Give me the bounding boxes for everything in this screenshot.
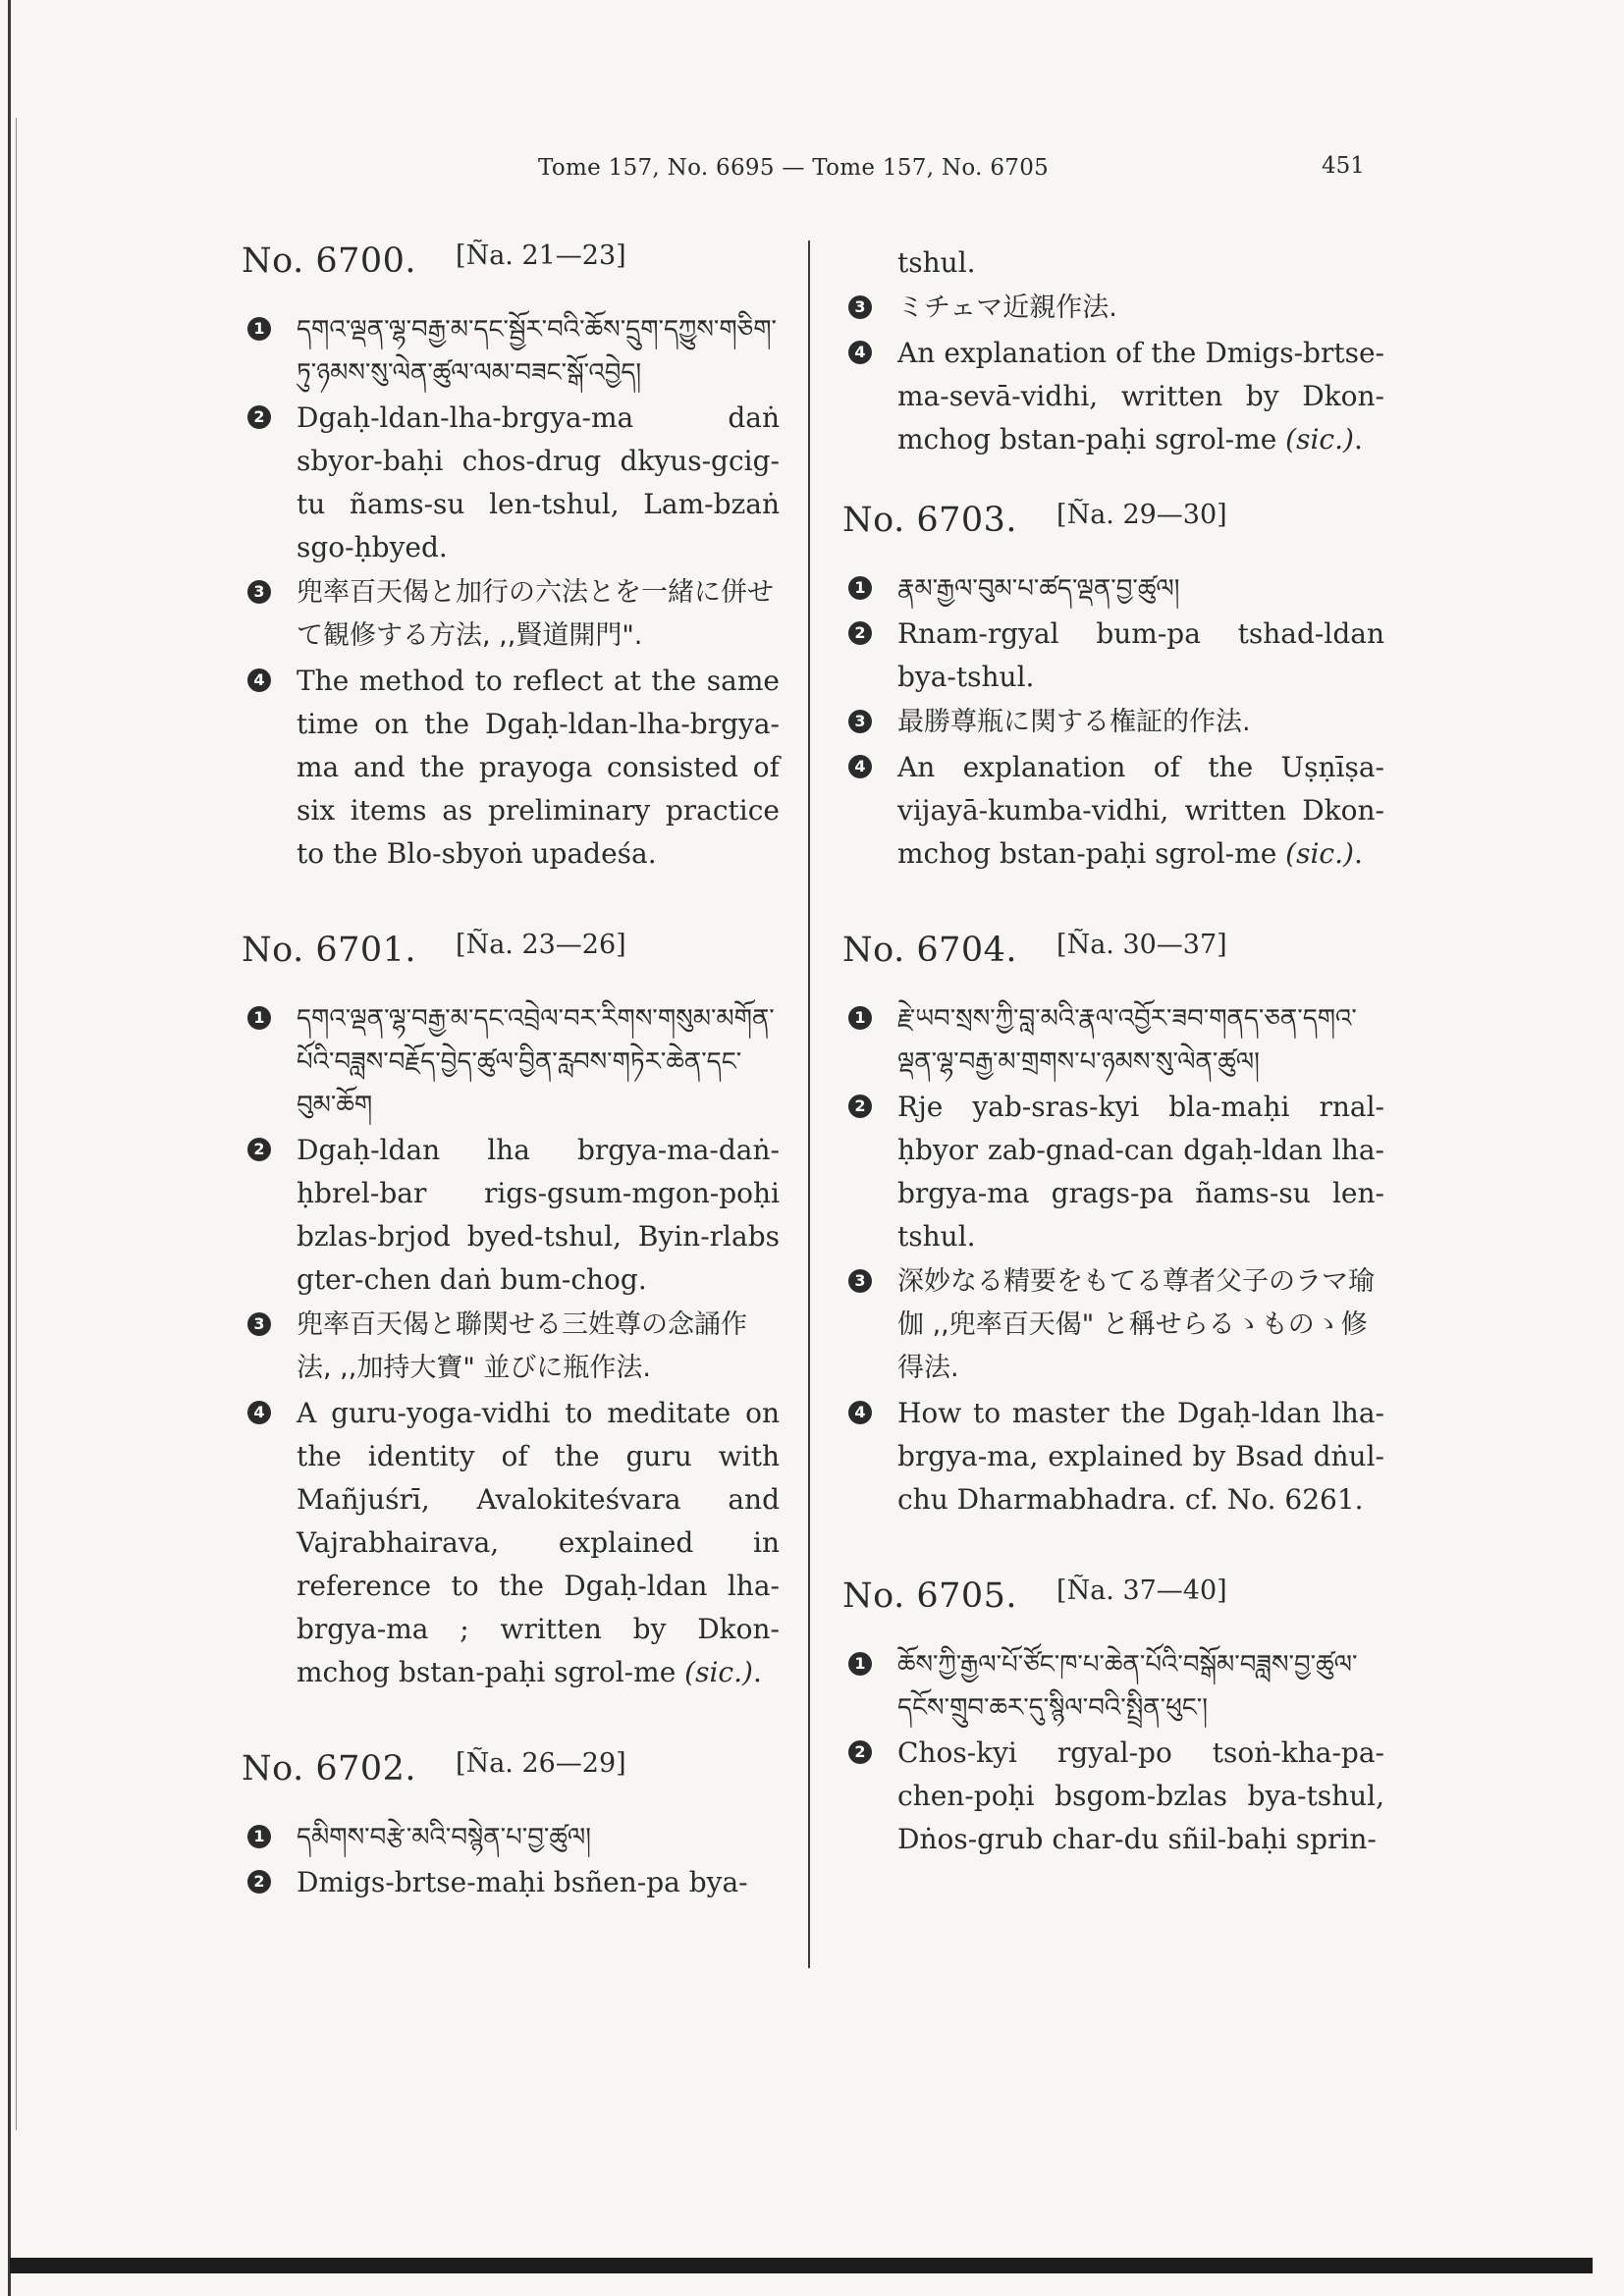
english-text: An explanation of the Uṣṇīṣa-vijayā-kumba-vidhi, written Dkon-mchog bstan-paḥi sgrol-me (897, 751, 1384, 870)
english-description (897, 332, 1384, 461)
entry-heading (842, 1576, 1384, 1616)
item-japanese (242, 1304, 780, 1390)
english-description: How to master the Dgaḥ-ldan lha-brgya-ma, explained by Bsad dṅul-chu Dharmabhadra. cf. No. 6261. (897, 1397, 1384, 1516)
running-head: Tome 157, No. 6695 — Tome 157, No. 6705 (538, 155, 1050, 181)
sic-note: (sic.) (1285, 837, 1354, 870)
column-divider (808, 240, 810, 1968)
entry-6702-continued (842, 241, 1384, 461)
circled-2-marker: 2 (848, 621, 872, 645)
item-romanized (842, 613, 1384, 699)
circled-2-marker: 2 (848, 1740, 872, 1764)
left-margin-rule-thin (16, 118, 17, 2130)
tibetan-title: ཆོས་ཀྱི་རྒྱལ་པོ་ཙོང་ཁ་པ་ཆེན་པོའི་བསྒོམ་བཟླས་བྱ་ཚུལ་དངོས་གྲུབ་ཆར་དུ་སྙིལ་བའི་སྤྲིན་ཕུང་། (897, 1650, 1358, 1723)
circled-4-marker: 4 (247, 1401, 271, 1424)
romanized-title: Dgaḥ-ldan-lha-brgya-ma daṅ sbyor-baḥi chos-drug dkyus-gcig-tu ñams-su len-tshul, Lam-bzaṅ sgo-ḥbyed. (297, 401, 780, 563)
left-column (242, 241, 780, 1959)
item-japanese (242, 571, 780, 658)
entry-6701 (242, 931, 780, 1694)
english-end: . (1353, 423, 1363, 455)
circled-4-marker: 4 (848, 755, 872, 778)
circled-2-marker: 2 (247, 1138, 271, 1161)
entry-range: [Ña. 30—37] (1056, 930, 1227, 960)
entry-number: No. 6704. (842, 931, 1018, 970)
english-end: . (1353, 837, 1363, 870)
sic-note: (sic.) (684, 1656, 753, 1688)
item-english (242, 1392, 780, 1694)
entry-range: [Ña. 23—26] (456, 930, 626, 960)
english-description (897, 746, 1384, 876)
circled-4-marker: 4 (247, 668, 271, 692)
tibetan-title: དགའ་ལྡན་ལྷ་བརྒྱ་མ་དང་འབྲེལ་བར་རིགས་གསུམ་མགོན་པོའི་བཟླས་བརྗོད་བྱེད་ཚུལ་བྱིན་རླབས་གཏེར་ཆེན་དང་བུམ་ཆོག (297, 1004, 775, 1120)
circled-4-marker: 4 (848, 341, 872, 364)
item-english (842, 746, 1384, 876)
item-english (242, 660, 780, 876)
entry-heading (242, 931, 780, 970)
japanese-title: 兜率百天偈と聯関せる三姓尊の念誦作法, ,,加持大寶" 並びに瓶作法. (297, 1309, 747, 1383)
item-tibetan (842, 567, 1384, 611)
circled-3-marker: 3 (247, 1312, 271, 1336)
right-column (842, 241, 1384, 1916)
entry-number: No. 6700. (242, 241, 417, 281)
entry-6700 (242, 241, 780, 876)
circled-2-marker: 2 (247, 1870, 271, 1894)
item-romanized (242, 1129, 780, 1302)
circled-3-marker: 3 (247, 580, 271, 604)
circled-1-marker: 1 (247, 1006, 271, 1030)
circled-4-marker: 4 (848, 1401, 872, 1424)
english-text: An explanation of the Dmigs-brtse-ma-sevā-vidhi, written by Dkon-mchog bstan-paḥi sgrol-me (897, 337, 1384, 455)
circled-1-marker: 1 (848, 576, 872, 600)
entry-heading (242, 1749, 780, 1789)
item-romanized (242, 397, 780, 569)
item-tibetan (242, 997, 780, 1127)
english-text: A guru-yoga-vidhi to meditate on the identity of the guru with Mañjuśrī, Avalokiteśvara and Vajrabhairava, explained in reference to the Dgaḥ-ldan lha-brgya-ma ; written by Dkon-mchog bstan-paḥi sgrol-me (297, 1397, 780, 1688)
entry-range: [Ña. 37—40] (1056, 1575, 1227, 1606)
item-romanized (842, 1732, 1384, 1861)
item-tibetan (842, 997, 1384, 1084)
english-end: . (752, 1656, 762, 1688)
romanized-title: Chos-kyi rgyal-po tsoṅ-kha-pa-chen-poḥi bsgom-bzlas bya-tshul, Dṅos-grub char-du sñil-baḥi sprin- (897, 1736, 1384, 1855)
circled-2-marker: 2 (247, 405, 271, 429)
entry-number: No. 6703. (842, 501, 1018, 540)
circled-3-marker: 3 (848, 295, 872, 319)
circled-2-marker: 2 (848, 1095, 872, 1118)
circled-1-marker: 1 (848, 1652, 872, 1676)
romanized-title: Dmigs-brtse-maḥi bsñen-pa bya- (297, 1866, 748, 1898)
bottom-edge-bar (10, 2258, 1593, 2273)
japanese-title: ミチェマ近親作法. (897, 293, 1117, 323)
circled-1-marker: 1 (247, 317, 271, 341)
romanized-title: Rje yab-sras-kyi bla-maḥi rnal-ḥbyor zab-gnad-can dgaḥ-ldan lha-brgya-ma grags-pa ñams-su len-tshul. (897, 1091, 1384, 1253)
item-tibetan (842, 1643, 1384, 1730)
item-tibetan (242, 308, 780, 395)
entry-range: [Ña. 29—30] (1056, 500, 1227, 530)
circled-1-marker: 1 (247, 1825, 271, 1848)
page-number: 451 (1322, 153, 1365, 179)
english-description: The method to reflect at the same time on the Dgaḥ-ldan-lha-brgya-ma and the prayoga consisted of six items as preliminary practice to the Blo-sbyoṅ upadeśa. (297, 665, 780, 870)
item-tibetan (242, 1816, 780, 1859)
tibetan-title: དགའ་ལྡན་ལྷ་བརྒྱ་མ་དང་སྦྱོར་བའི་ཆོས་དྲུག་དཀྱུས་གཅིག་ཏུ་ཉམས་སུ་ལེན་ཚུལ་ལམ་བཟང་སྒོ་འབྱེད། (297, 315, 777, 388)
entry-range: [Ña. 26—29] (456, 1748, 626, 1779)
circled-1-marker: 1 (848, 1006, 872, 1030)
entry-number: No. 6701. (242, 931, 417, 970)
sic-note: (sic.) (1285, 423, 1354, 455)
romanized-title: Dgaḥ-ldan lha brgya-ma-daṅ-ḥbrel-bar rigs-gsum-mgon-poḥi bzlas-brjod byed-tshul, Byin-rlabs gter-chen daṅ bum-chog. (297, 1134, 780, 1296)
entry-6702 (242, 1749, 780, 1904)
entry-6705 (842, 1576, 1384, 1861)
item-english (842, 1392, 1384, 1522)
entry-number: No. 6702. (242, 1749, 417, 1789)
entry-number: No. 6705. (842, 1576, 1018, 1616)
entry-6703 (842, 501, 1384, 876)
entry-range: [Ña. 21—23] (456, 240, 626, 271)
english-description (297, 1392, 780, 1694)
item-romanized (842, 1086, 1384, 1258)
item-english (842, 332, 1384, 461)
japanese-title: 最勝尊瓶に関する権証的作法. (897, 707, 1251, 737)
japanese-title: 兜率百天偈と加行の六法とを一緒に併せて観修する方法, ,,賢道開門". (297, 577, 774, 651)
entry-heading (842, 931, 1384, 970)
romanized-title: Rnam-rgyal bum-pa tshad-ldan bya-tshul. (897, 617, 1384, 693)
item-romanized (242, 1861, 780, 1904)
entry-6704 (842, 931, 1384, 1522)
item-japanese (842, 701, 1384, 744)
japanese-title: 深妙なる精要をもてる尊者父子のラマ瑜伽 ,,兜率百天偈" と稱せらるゝものゝ修得法. (897, 1266, 1375, 1383)
tibetan-title: རྗེ་ཡབ་སྲས་ཀྱི་བླ་མའི་རྣལ་འབྱོར་ཟབ་གནད་ཅན་དགའ་ལྡན་ལྷ་བརྒྱ་མ་གྲགས་པ་ཉམས་སུ་ལེན་ཚུལ། (897, 1004, 1357, 1077)
tibetan-title: རྣམ་རྒྱལ་བུམ་པ་ཚད་ལྡན་བྱ་ཚུལ། (897, 574, 1180, 604)
item-japanese (842, 1260, 1384, 1390)
tibetan-title: དམིགས་བརྩེ་མའི་བསྙེན་པ་བྱ་ཚུལ། (297, 1823, 591, 1852)
circled-3-marker: 3 (848, 710, 872, 733)
entry-heading (242, 241, 780, 281)
item-japanese (842, 287, 1384, 330)
entry-heading (842, 501, 1384, 540)
romanized-continuation: tshul. (897, 246, 976, 279)
circled-3-marker: 3 (848, 1269, 872, 1293)
left-margin-rule (8, 0, 11, 2296)
